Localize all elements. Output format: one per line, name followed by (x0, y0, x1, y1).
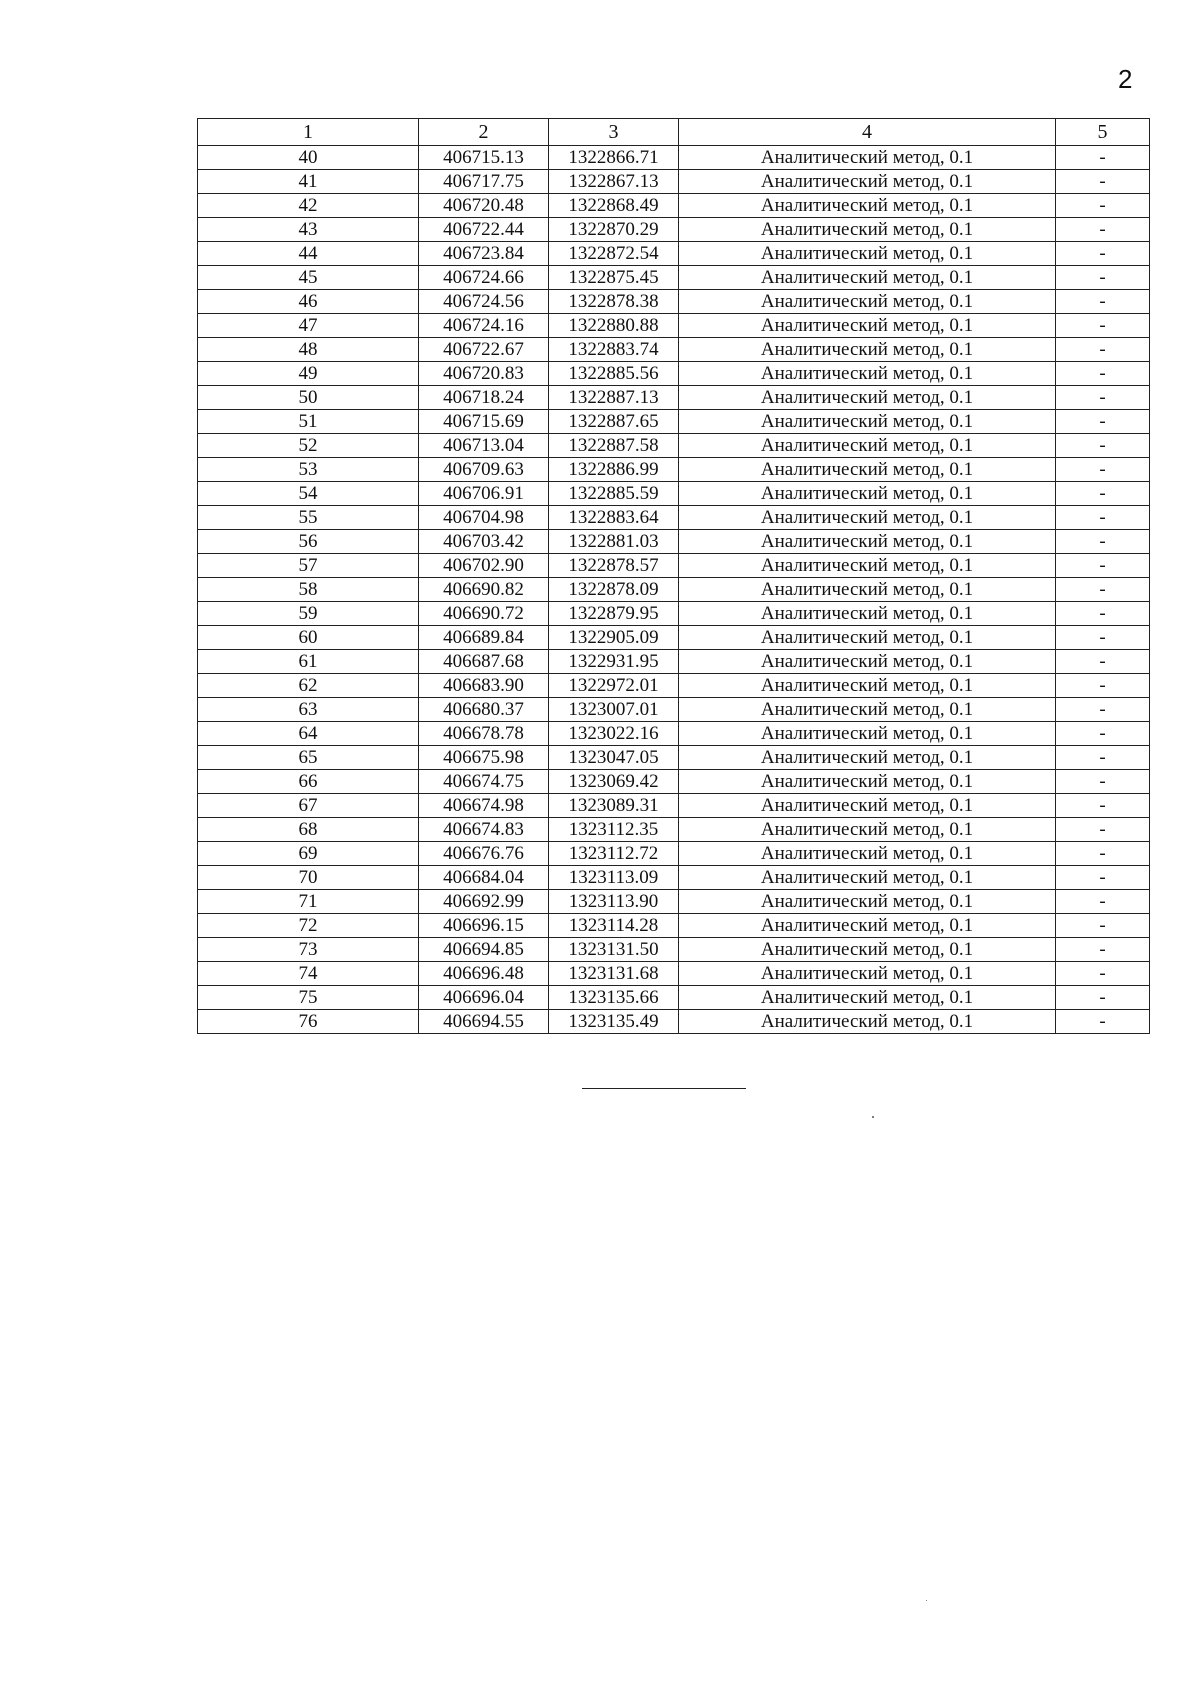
table-row (198, 674, 1150, 698)
table-cell-col5: - (1056, 698, 1150, 722)
table-cell-col5: - (1056, 578, 1150, 602)
table-cell-col1: 46 (198, 290, 419, 314)
table-cell-col1: 69 (198, 842, 419, 866)
table-cell-col3: 1322880.88 (549, 314, 679, 338)
table-cell-col2: 406678.78 (419, 722, 549, 746)
table-row (198, 578, 1150, 602)
table-cell-col4: Аналитический метод, 0.1 (679, 890, 1056, 914)
table-row (198, 698, 1150, 722)
table-cell-col5: - (1056, 914, 1150, 938)
table-cell-col2: 406722.67 (419, 338, 549, 362)
table-cell-col4: Аналитический метод, 0.1 (679, 170, 1056, 194)
table-cell-col1: 76 (198, 1010, 419, 1034)
table-cell-col1: 65 (198, 746, 419, 770)
column-header: 2 (419, 119, 549, 146)
table-cell-col4: Аналитический метод, 0.1 (679, 458, 1056, 482)
table-cell-col3: 1323007.01 (549, 698, 679, 722)
table-row (198, 362, 1150, 386)
table-cell-col5: - (1056, 482, 1150, 506)
table-cell-col1: 42 (198, 194, 419, 218)
table-cell-col5: - (1056, 410, 1150, 434)
table-cell-col5: - (1056, 746, 1150, 770)
table-cell-col2: 406696.15 (419, 914, 549, 938)
table-cell-col4: Аналитический метод, 0.1 (679, 290, 1056, 314)
page-number: 2 (1118, 64, 1133, 94)
table-cell-col4: Аналитический метод, 0.1 (679, 218, 1056, 242)
table-cell-col5: - (1056, 626, 1150, 650)
table-cell-col1: 49 (198, 362, 419, 386)
table-cell-col5: - (1056, 770, 1150, 794)
table-cell-col2: 406702.90 (419, 554, 549, 578)
table-row (198, 842, 1150, 866)
table-cell-col2: 406696.04 (419, 986, 549, 1010)
table-row (198, 170, 1150, 194)
table-row (198, 242, 1150, 266)
table-cell-col3: 1322870.29 (549, 218, 679, 242)
table-cell-col1: 48 (198, 338, 419, 362)
table-cell-col2: 406690.72 (419, 602, 549, 626)
table-cell-col4: Аналитический метод, 0.1 (679, 842, 1056, 866)
table-cell-col4: Аналитический метод, 0.1 (679, 554, 1056, 578)
table-row (198, 554, 1150, 578)
table-cell-col3: 1322881.03 (549, 530, 679, 554)
table-cell-col3: 1322885.59 (549, 482, 679, 506)
table-cell-col4: Аналитический метод, 0.1 (679, 314, 1056, 338)
table-cell-col1: 73 (198, 938, 419, 962)
table-cell-col3: 1322867.13 (549, 170, 679, 194)
table-cell-col4: Аналитический метод, 0.1 (679, 602, 1056, 626)
table-cell-col4: Аналитический метод, 0.1 (679, 194, 1056, 218)
table-cell-col3: 1323135.49 (549, 1010, 679, 1034)
table-cell-col5: - (1056, 842, 1150, 866)
table-cell-col3: 1323114.28 (549, 914, 679, 938)
table-cell-col1: 52 (198, 434, 419, 458)
table-cell-col2: 406722.44 (419, 218, 549, 242)
table-cell-col2: 406692.99 (419, 890, 549, 914)
table-cell-col2: 406724.16 (419, 314, 549, 338)
table-cell-col2: 406690.82 (419, 578, 549, 602)
table-cell-col5: - (1056, 170, 1150, 194)
table-cell-col4: Аналитический метод, 0.1 (679, 626, 1056, 650)
table-cell-col5: - (1056, 674, 1150, 698)
table-cell-col3: 1322886.99 (549, 458, 679, 482)
table-cell-col2: 406689.84 (419, 626, 549, 650)
table-cell-col2: 406717.75 (419, 170, 549, 194)
table-cell-col4: Аналитический метод, 0.1 (679, 578, 1056, 602)
table-cell-col2: 406676.76 (419, 842, 549, 866)
table-row (198, 986, 1150, 1010)
table-row (198, 218, 1150, 242)
table-cell-col3: 1322931.95 (549, 650, 679, 674)
table-cell-col2: 406694.55 (419, 1010, 549, 1034)
table-cell-col2: 406724.56 (419, 290, 549, 314)
table-cell-col3: 1322885.56 (549, 362, 679, 386)
table-cell-col1: 59 (198, 602, 419, 626)
table-cell-col2: 406713.04 (419, 434, 549, 458)
table-cell-col5: - (1056, 818, 1150, 842)
scan-speck (926, 1600, 927, 1601)
table-cell-col3: 1322868.49 (549, 194, 679, 218)
table-cell-col4: Аналитический метод, 0.1 (679, 818, 1056, 842)
table-cell-col2: 406680.37 (419, 698, 549, 722)
table-cell-col3: 1322883.64 (549, 506, 679, 530)
column-header: 3 (549, 119, 679, 146)
table-row (198, 938, 1150, 962)
table-cell-col1: 51 (198, 410, 419, 434)
table-cell-col1: 58 (198, 578, 419, 602)
table-row (198, 482, 1150, 506)
table-cell-col4: Аналитический метод, 0.1 (679, 986, 1056, 1010)
table-cell-col4: Аналитический метод, 0.1 (679, 794, 1056, 818)
table-cell-col4: Аналитический метод, 0.1 (679, 722, 1056, 746)
table-cell-col2: 406709.63 (419, 458, 549, 482)
table-cell-col2: 406696.48 (419, 962, 549, 986)
table-cell-col4: Аналитический метод, 0.1 (679, 770, 1056, 794)
coordinates-table (197, 118, 1150, 1034)
table-cell-col5: - (1056, 194, 1150, 218)
table-cell-col5: - (1056, 506, 1150, 530)
table-cell-col3: 1322879.95 (549, 602, 679, 626)
table-cell-col2: 406684.04 (419, 866, 549, 890)
table-cell-col2: 406720.83 (419, 362, 549, 386)
table-cell-col2: 406694.85 (419, 938, 549, 962)
table-cell-col2: 406724.66 (419, 266, 549, 290)
table-cell-col4: Аналитический метод, 0.1 (679, 146, 1056, 170)
table-cell-col4: Аналитический метод, 0.1 (679, 698, 1056, 722)
table-row (198, 266, 1150, 290)
table-cell-col1: 57 (198, 554, 419, 578)
table-cell-col2: 406715.69 (419, 410, 549, 434)
table-cell-col2: 406715.13 (419, 146, 549, 170)
table-cell-col1: 53 (198, 458, 419, 482)
table-cell-col2: 406720.48 (419, 194, 549, 218)
table-cell-col3: 1323135.66 (549, 986, 679, 1010)
table-row (198, 506, 1150, 530)
table-cell-col4: Аналитический метод, 0.1 (679, 938, 1056, 962)
table-cell-col5: - (1056, 554, 1150, 578)
table-cell-col5: - (1056, 794, 1150, 818)
table-cell-col3: 1322905.09 (549, 626, 679, 650)
table-cell-col2: 406674.98 (419, 794, 549, 818)
table-cell-col3: 1323047.05 (549, 746, 679, 770)
table-cell-col4: Аналитический метод, 0.1 (679, 242, 1056, 266)
table-cell-col4: Аналитический метод, 0.1 (679, 362, 1056, 386)
table-cell-col5: - (1056, 866, 1150, 890)
table-cell-col1: 43 (198, 218, 419, 242)
coordinates-table-body (198, 119, 1150, 1034)
table-row (198, 1010, 1150, 1034)
table-cell-col4: Аналитический метод, 0.1 (679, 674, 1056, 698)
table-cell-col5: - (1056, 722, 1150, 746)
table-cell-col3: 1323069.42 (549, 770, 679, 794)
table-cell-col2: 406703.42 (419, 530, 549, 554)
table-row (198, 410, 1150, 434)
table-row (198, 770, 1150, 794)
table-cell-col3: 1322972.01 (549, 674, 679, 698)
table-cell-col5: - (1056, 218, 1150, 242)
table-cell-col3: 1322887.58 (549, 434, 679, 458)
table-cell-col2: 406723.84 (419, 242, 549, 266)
table-row (198, 458, 1150, 482)
table-row (198, 386, 1150, 410)
table-cell-col1: 60 (198, 626, 419, 650)
table-cell-col1: 72 (198, 914, 419, 938)
table-row (198, 746, 1150, 770)
table-cell-col4: Аналитический метод, 0.1 (679, 530, 1056, 554)
table-cell-col4: Аналитический метод, 0.1 (679, 410, 1056, 434)
table-cell-col4: Аналитический метод, 0.1 (679, 482, 1056, 506)
table-cell-col1: 62 (198, 674, 419, 698)
table-row (198, 194, 1150, 218)
table-cell-col5: - (1056, 530, 1150, 554)
table-cell-col1: 41 (198, 170, 419, 194)
table-cell-col2: 406683.90 (419, 674, 549, 698)
table-row (198, 914, 1150, 938)
table-cell-col3: 1322875.45 (549, 266, 679, 290)
table-cell-col3: 1322878.09 (549, 578, 679, 602)
table-row (198, 434, 1150, 458)
table-cell-col1: 68 (198, 818, 419, 842)
table-cell-col1: 56 (198, 530, 419, 554)
table-row (198, 314, 1150, 338)
table-cell-col5: - (1056, 362, 1150, 386)
table-cell-col4: Аналитический метод, 0.1 (679, 338, 1056, 362)
table-cell-col3: 1322887.65 (549, 410, 679, 434)
table-cell-col5: - (1056, 458, 1150, 482)
table-cell-col1: 54 (198, 482, 419, 506)
table-cell-col4: Аналитический метод, 0.1 (679, 866, 1056, 890)
table-header-row (198, 119, 1150, 146)
table-cell-col5: - (1056, 266, 1150, 290)
table-cell-col1: 71 (198, 890, 419, 914)
table-cell-col4: Аналитический метод, 0.1 (679, 1010, 1056, 1034)
table-cell-col3: 1323089.31 (549, 794, 679, 818)
table-row (198, 338, 1150, 362)
table-cell-col3: 1322866.71 (549, 146, 679, 170)
table-cell-col1: 61 (198, 650, 419, 674)
table-row (198, 818, 1150, 842)
scan-speck (872, 1116, 874, 1118)
table-cell-col2: 406718.24 (419, 386, 549, 410)
table-cell-col5: - (1056, 290, 1150, 314)
table-row (198, 290, 1150, 314)
table-cell-col5: - (1056, 314, 1150, 338)
table-cell-col4: Аналитический метод, 0.1 (679, 434, 1056, 458)
table-row (198, 146, 1150, 170)
table-cell-col3: 1323112.35 (549, 818, 679, 842)
table-cell-col5: - (1056, 962, 1150, 986)
table-cell-col2: 406674.83 (419, 818, 549, 842)
table-cell-col5: - (1056, 146, 1150, 170)
table-cell-col2: 406706.91 (419, 482, 549, 506)
column-header: 5 (1056, 119, 1150, 146)
table-cell-col3: 1322883.74 (549, 338, 679, 362)
table-cell-col3: 1323113.09 (549, 866, 679, 890)
table-cell-col5: - (1056, 338, 1150, 362)
column-header: 1 (198, 119, 419, 146)
table-row (198, 722, 1150, 746)
table-cell-col1: 70 (198, 866, 419, 890)
table-row (198, 866, 1150, 890)
table-cell-col3: 1322878.57 (549, 554, 679, 578)
table-cell-col4: Аналитический метод, 0.1 (679, 914, 1056, 938)
table-cell-col3: 1323113.90 (549, 890, 679, 914)
table-cell-col1: 50 (198, 386, 419, 410)
table-cell-col1: 74 (198, 962, 419, 986)
table-cell-col5: - (1056, 386, 1150, 410)
table-cell-col1: 47 (198, 314, 419, 338)
table-cell-col3: 1323022.16 (549, 722, 679, 746)
table-cell-col2: 406675.98 (419, 746, 549, 770)
table-cell-col1: 66 (198, 770, 419, 794)
table-row (198, 626, 1150, 650)
table-cell-col1: 55 (198, 506, 419, 530)
table-cell-col5: - (1056, 890, 1150, 914)
table-cell-col2: 406687.68 (419, 650, 549, 674)
table-cell-col1: 45 (198, 266, 419, 290)
column-header: 4 (679, 119, 1056, 146)
table-cell-col5: - (1056, 434, 1150, 458)
table-cell-col3: 1323131.68 (549, 962, 679, 986)
table-cell-col1: 40 (198, 146, 419, 170)
table-cell-col4: Аналитический метод, 0.1 (679, 266, 1056, 290)
table-cell-col5: - (1056, 650, 1150, 674)
table-cell-col2: 406704.98 (419, 506, 549, 530)
table-row (198, 530, 1150, 554)
table-cell-col4: Аналитический метод, 0.1 (679, 746, 1056, 770)
table-cell-col1: 44 (198, 242, 419, 266)
table-cell-col3: 1322872.54 (549, 242, 679, 266)
table-row (198, 962, 1150, 986)
table-cell-col3: 1322887.13 (549, 386, 679, 410)
table-cell-col3: 1322878.38 (549, 290, 679, 314)
table-cell-col3: 1323131.50 (549, 938, 679, 962)
table-cell-col2: 406674.75 (419, 770, 549, 794)
table-cell-col5: - (1056, 986, 1150, 1010)
table-row (198, 794, 1150, 818)
table-cell-col5: - (1056, 1010, 1150, 1034)
table-cell-col4: Аналитический метод, 0.1 (679, 386, 1056, 410)
table-cell-col5: - (1056, 938, 1150, 962)
table-cell-col3: 1323112.72 (549, 842, 679, 866)
table-cell-col1: 67 (198, 794, 419, 818)
table-cell-col4: Аналитический метод, 0.1 (679, 650, 1056, 674)
table-row (198, 890, 1150, 914)
table-cell-col1: 64 (198, 722, 419, 746)
table-cell-col1: 75 (198, 986, 419, 1010)
footer-rule (582, 1088, 746, 1089)
table-cell-col4: Аналитический метод, 0.1 (679, 962, 1056, 986)
table-cell-col5: - (1056, 242, 1150, 266)
table-cell-col5: - (1056, 602, 1150, 626)
table-cell-col4: Аналитический метод, 0.1 (679, 506, 1056, 530)
table-row (198, 602, 1150, 626)
table-row (198, 650, 1150, 674)
table-cell-col1: 63 (198, 698, 419, 722)
